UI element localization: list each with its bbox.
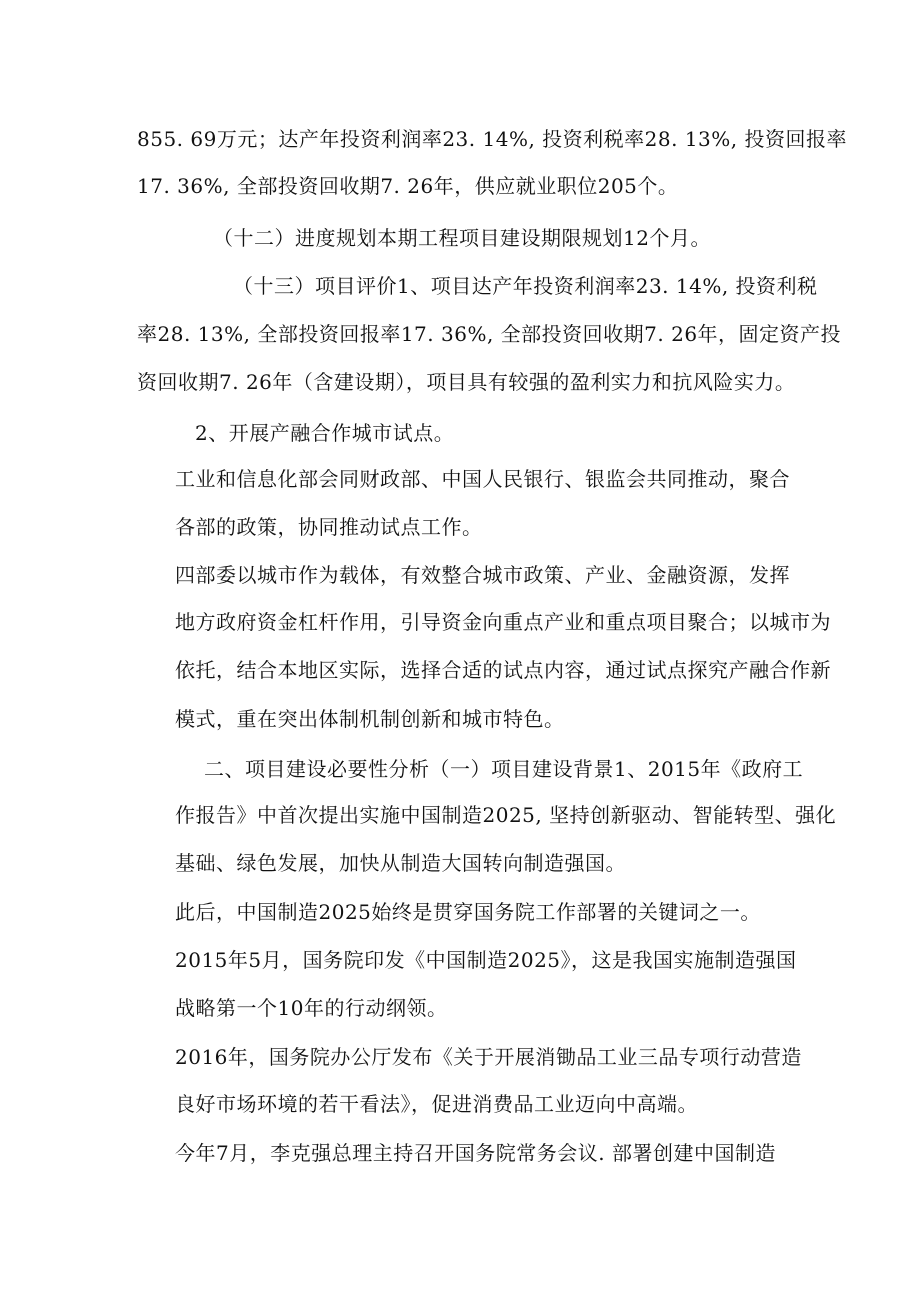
- text-line-14: 二、项目建设必要性分析（一）项目建设背景1、2015年《政府工: [204, 757, 804, 781]
- text-line-6: 资回收期7. 26年（含建设期），项目具有较强的盈利实力和抗风险实力。: [137, 370, 796, 394]
- text-line-20: 2016年，国务院办公厅发布《关于开展消锄品工业三品专项行动营造: [175, 1045, 802, 1069]
- text-line-1: 855. 69万元；达产年投资利润率23. 14%, 投资利税率28. 13%, 投资回报率: [137, 127, 848, 151]
- text-line-18: 2015年5月，国务院印发《中国制造2025》，这是我国实施制造强国: [175, 948, 797, 972]
- text-line-5: 率28. 13%, 全部投资回报率17. 36%, 全部投资回收期7. 26年，固定资产投: [137, 322, 842, 346]
- text-line-13: 模式，重在突出体制机制创新和城市特色。: [175, 707, 565, 731]
- text-line-4: （十三）项目评价1、项目达产年投资利润率23. 14%, 投资利税: [233, 274, 818, 298]
- text-line-22: 今年7月，李克强总理主持召开国务院常务会议. 部署创建中国制造: [175, 1141, 776, 1165]
- text-line-16: 基础、绿色发展，加快从制造大国转向制造强国。: [175, 851, 626, 875]
- text-line-2: 17. 36%, 全部投资回收期7. 26年，供应就业职位205个。: [137, 174, 679, 198]
- text-line-10: 四部委以城市作为载体，有效整合城市政策、产业、金融资源，发挥: [175, 563, 790, 587]
- text-line-15: 作报告》中首次提出实施中国制造2025, 坚持创新驱动、智能转型、强化: [175, 803, 837, 827]
- text-line-19: 战略第一个10年的行动纲领。: [175, 996, 448, 1020]
- text-line-9: 各部的政策，协同推动试点工作。: [175, 515, 483, 539]
- text-line-3: （十二）进度规划本期工程项目建设期限规划12个月。: [213, 226, 711, 250]
- text-line-12: 依托，结合本地区实际，选择合适的试点内容，通过试点探究产融合作新: [175, 658, 831, 682]
- text-line-11: 地方政府资金杠杆作用，引导资金向重点产业和重点项目聚合；以城市为: [175, 610, 831, 634]
- text-line-21: 良好市场环境的若干看法》，促进消费品工业迈向中高端。: [175, 1092, 698, 1116]
- text-line-8: 工业和信息化部会同财政部、中国人民银行、银监会共同推动，聚合: [175, 467, 790, 491]
- text-line-7: 2、开展产融合作城市试点。: [195, 421, 455, 445]
- text-line-17: 此后，中国制造2025始终是贯穿国务院工作部署的关键词之一。: [175, 900, 761, 924]
